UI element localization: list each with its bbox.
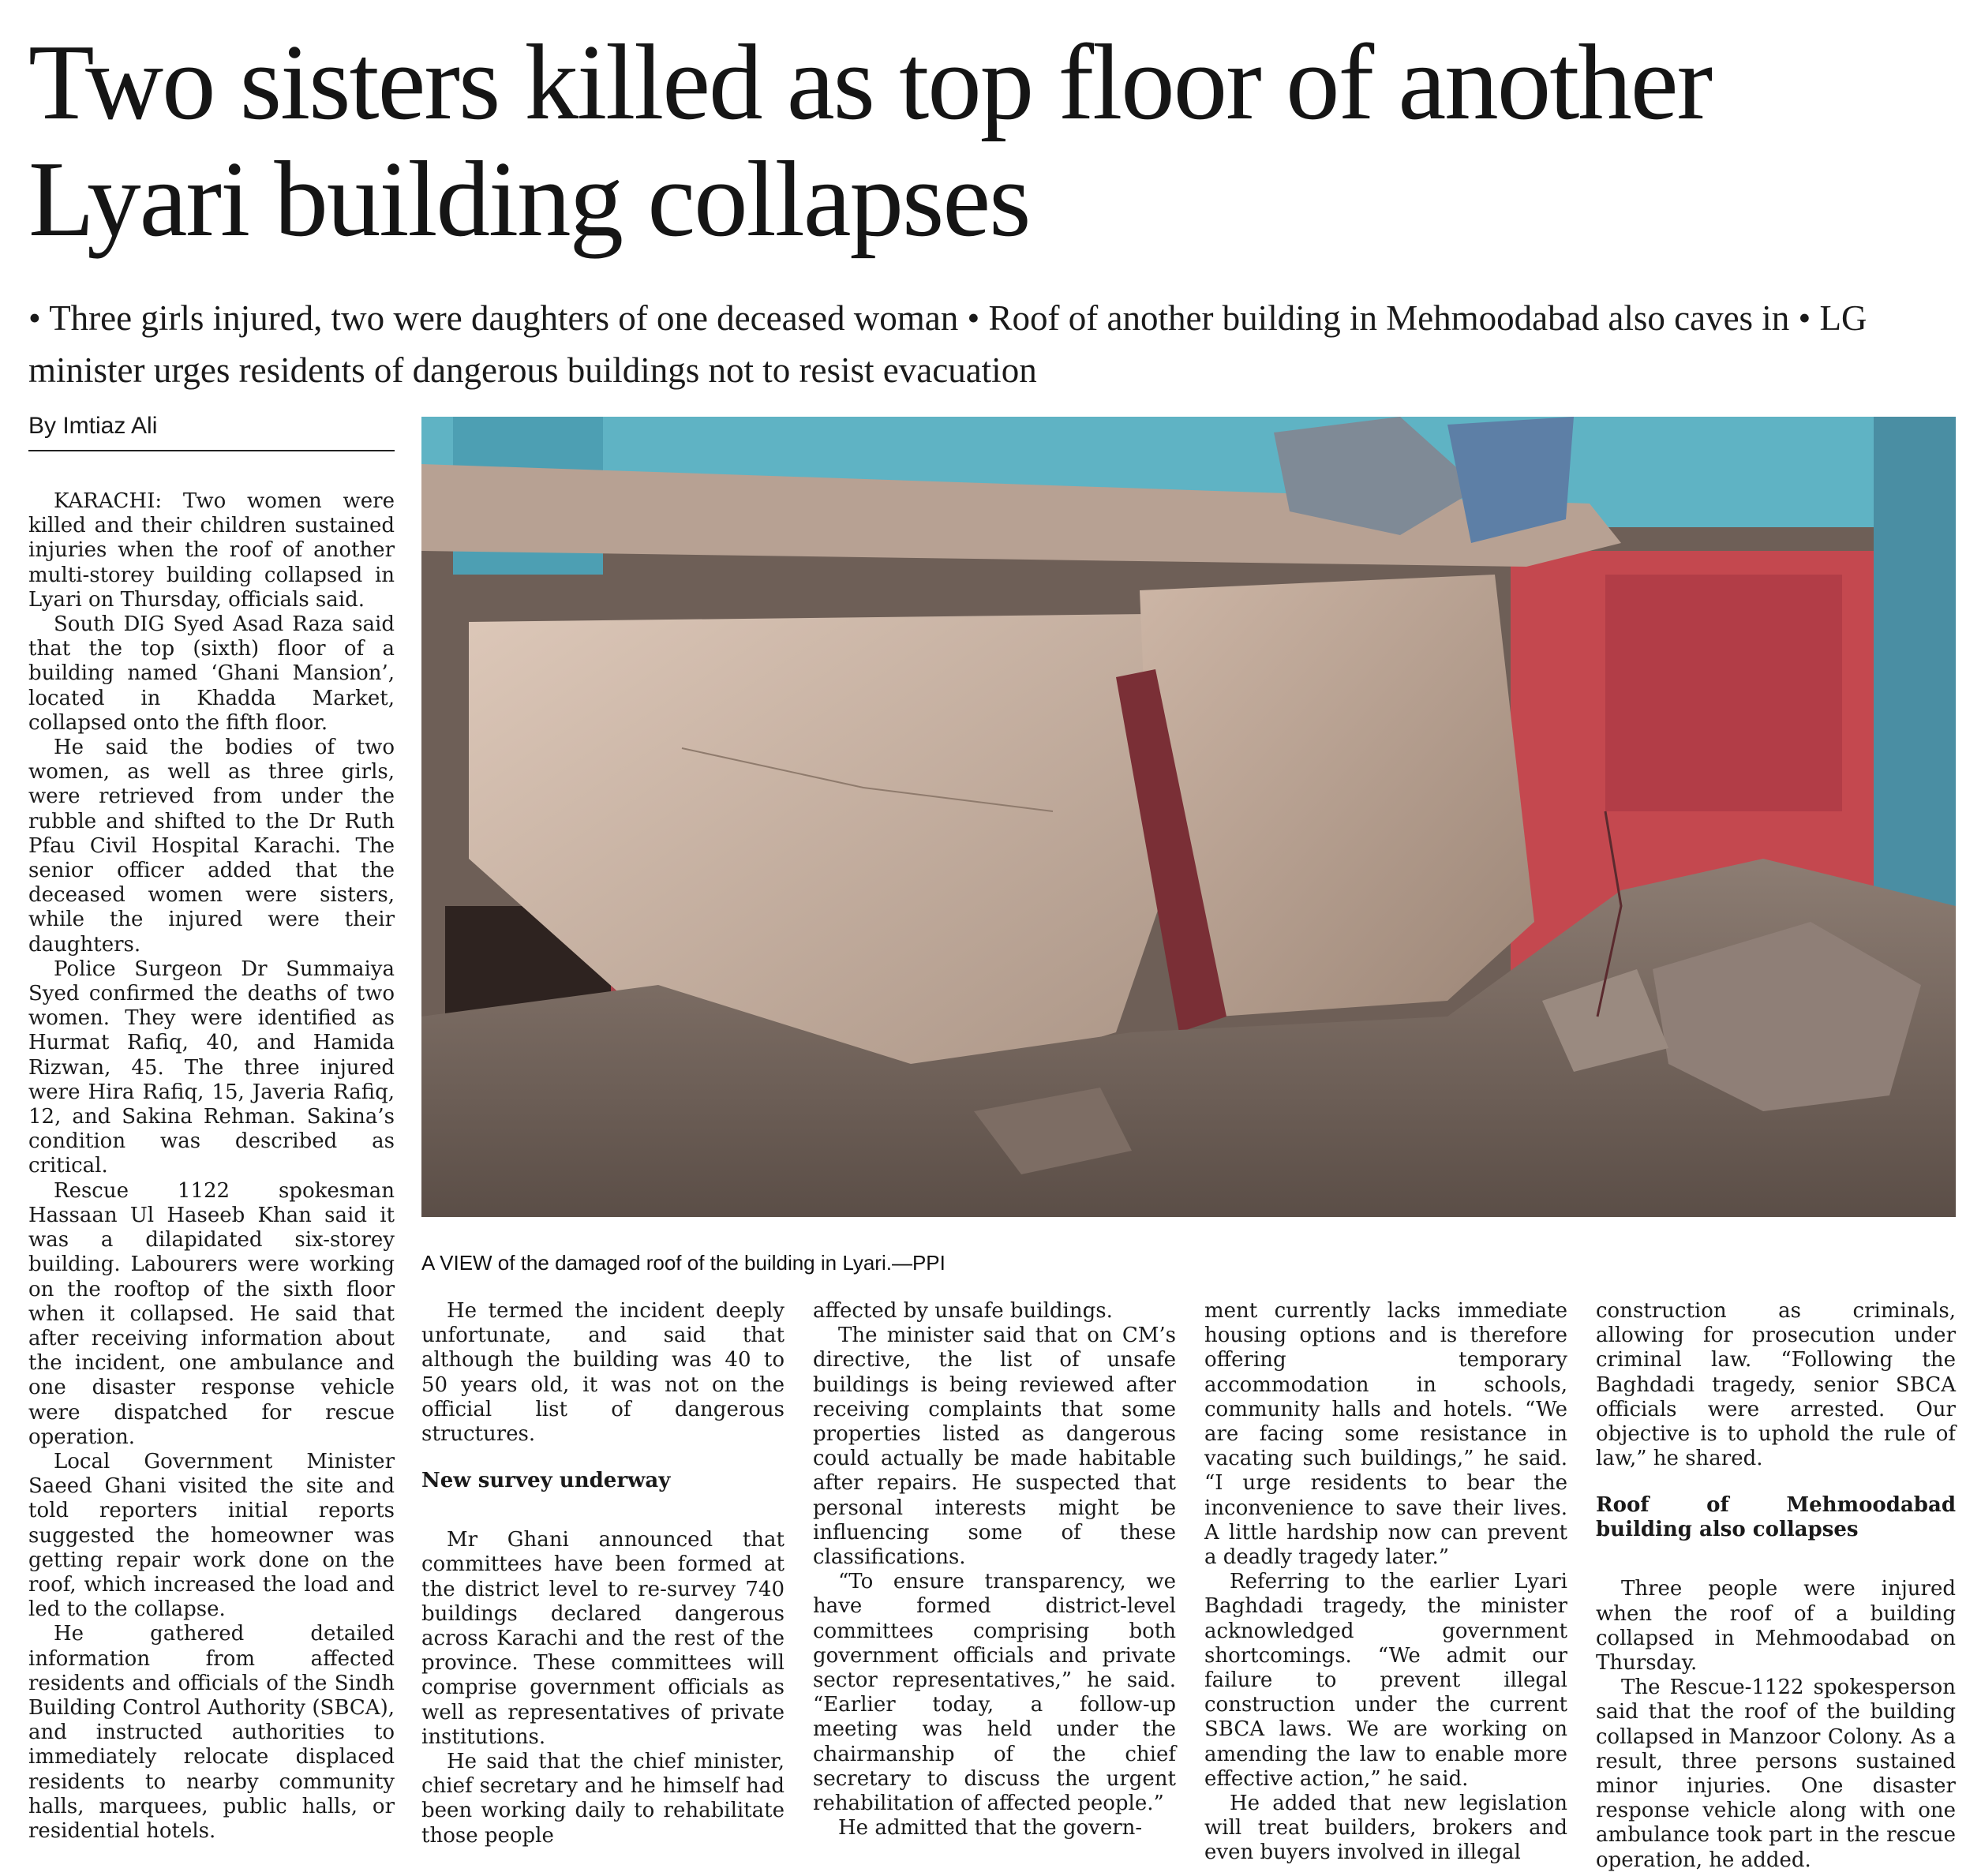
headline: Two sisters killed as top floor of another Lyari building collapses [28,22,1712,259]
paragraph: Police Surgeon Dr Summaiya Syed confirmed the deaths of two women. They were identified as Hurmat Rafiq, 40, and Hamida Rizwan, 45. The three injured were Hira Rafiq, 15, Javeria Rafiq, 12, and Sakina Rehman. Sakina’s condition was described as critical. [28,957,395,1178]
collapsed-roof-photo [421,417,1956,1217]
paragraph: The minister said that on CM’s directive, the list of unsafe buildings is being reviewed after receiving complaints that some properties listed as dangerous could actually be made habitable after repairs. He suspected that personal interests might be influencing some of these classifications. [813,1324,1176,1570]
paragraph: Rescue 1122 spokesman Hassaan Ul Haseeb Khan said it was a dilapidated six-storey building. Labourers were working on the rooftop of the sixth floor when it collapsed. He said that after receiving information about the incident, one ambulance and one disaster response vehicle were dispatched for rescue operation. [28,1178,395,1449]
byline: By Imtiaz Ali [28,410,395,451]
section-subheading: New survey underway [421,1469,671,1493]
article-column-2 [421,1299,785,1848]
news-photo [421,417,1956,1217]
paragraph: He admitted that the govern- [838,1816,1143,1840]
article-column-4 [1204,1299,1567,1866]
subheadline-deck: • Three girls injured, two were daughters of one deceased woman • Roof of another building in Mehmoodabad also caves in • LG minister urges residents of dangerous buildings not to resist evacuation [28,298,1867,390]
paragraph: He said the bodies of two women, as well as three girls, were retrieved from under the rubble and shifted to the Dr Ruth Pfau Civil Hospital Karachi. The senior officer added that the deceased women were sisters, while the injured were their daughters. [28,736,395,957]
paragraph: South DIG Syed Asad Raza said that the top (sixth) floor of a building named ‘Ghani Mansion’, located in Khadda Market, collapsed onto the fifth floor. [28,612,395,735]
paragraph: Three people were injured when the roof of a building collapsed in Mehmoodabad on Thursday. [1596,1577,1956,1676]
paragraph: ment currently lacks immediate housing options and is therefore offering temporary accommodation in schools, community halls and hotels. “We are facing some resistance in vacating such buildings,” he said. “I urge residents to bear the inconvenience to save their lives. A little hardship now can prevent a deadly tragedy later.” [1204,1299,1567,1570]
paragraph: affected by unsafe buildings. [813,1299,1113,1323]
paragraph: KARACHI: Two women were killed and their children sustained injuries when the roof of another multi-storey building collapsed in Lyari on Thursday, officials said. [28,489,395,612]
paragraph: Referring to the earlier Lyari Baghdadi tragedy, the minister acknowledged government shortcomings. “We admit our failure to prevent illegal construction under the current SBCA laws. We are working on amending the law to enable more effective action,” he said. [1204,1570,1567,1791]
article-column-5 [1596,1299,1956,1873]
paragraph: The Rescue-1122 spokesperson said that the roof of the building collapsed in Manzoor Colony. As a result, three persons sustained minor injuries. One disaster response vehicle along with one ambulance took part in the rescue operation, he added. [1596,1676,1956,1872]
article-column-3 [813,1299,1176,1840]
paragraph: Mr Ghani announced that committees have been formed at the district level to re-survey 740 buildings declared dangerous across Karachi and the rest of the province. These committees will comprise government officials as well as representatives of private institutions. [421,1528,785,1749]
photo-caption: A VIEW of the damaged roof of the building in Lyari.—PPI [421,1251,946,1275]
paragraph: Local Government Minister Saeed Ghani visited the site and told reporters initial reports suggested the homeowner was getting repair work done on the roof, which increased the load and led to the collapse. [28,1449,395,1622]
paragraph: He added that new legislation will treat builders, brokers and even buyers involved in illegal [1204,1792,1567,1865]
paragraph: He gathered detailed information from affected residents and officials of the Sindh Building Control Authority (SBCA), and instructed authorities to immediately relocate displaced residents to nearby community halls, marquees, public halls, or residential hotels. [28,1622,395,1843]
article-column-1 [28,489,395,1844]
paragraph: construction as criminals, allowing for prosecution under criminal law. “Following the Baghdadi tragedy, senior SBCA officials were arrested. Our objective is to uphold the rule of law,” he shared. [1596,1299,1956,1471]
paragraph: He said that the chief minister, chief secretary and he himself had been working daily to rehabilitate those people [421,1750,785,1848]
section-subheading: Roof of Mehmoodabad building also collapses [1596,1493,1956,1542]
paragraph: He termed the incident deeply unfortunate, and said that although the building was 40 to 50 years old, it was not on the official list of dangerous structures. [421,1299,785,1447]
paragraph: “To ensure transparency, we have formed district-level committees comprising both government officials and private sector representatives,” he said. “Earlier today, a follow-up meeting was held under the chairmanship of the chief secretary to discuss the urgent rehabilitation of affected people.” [813,1570,1176,1816]
